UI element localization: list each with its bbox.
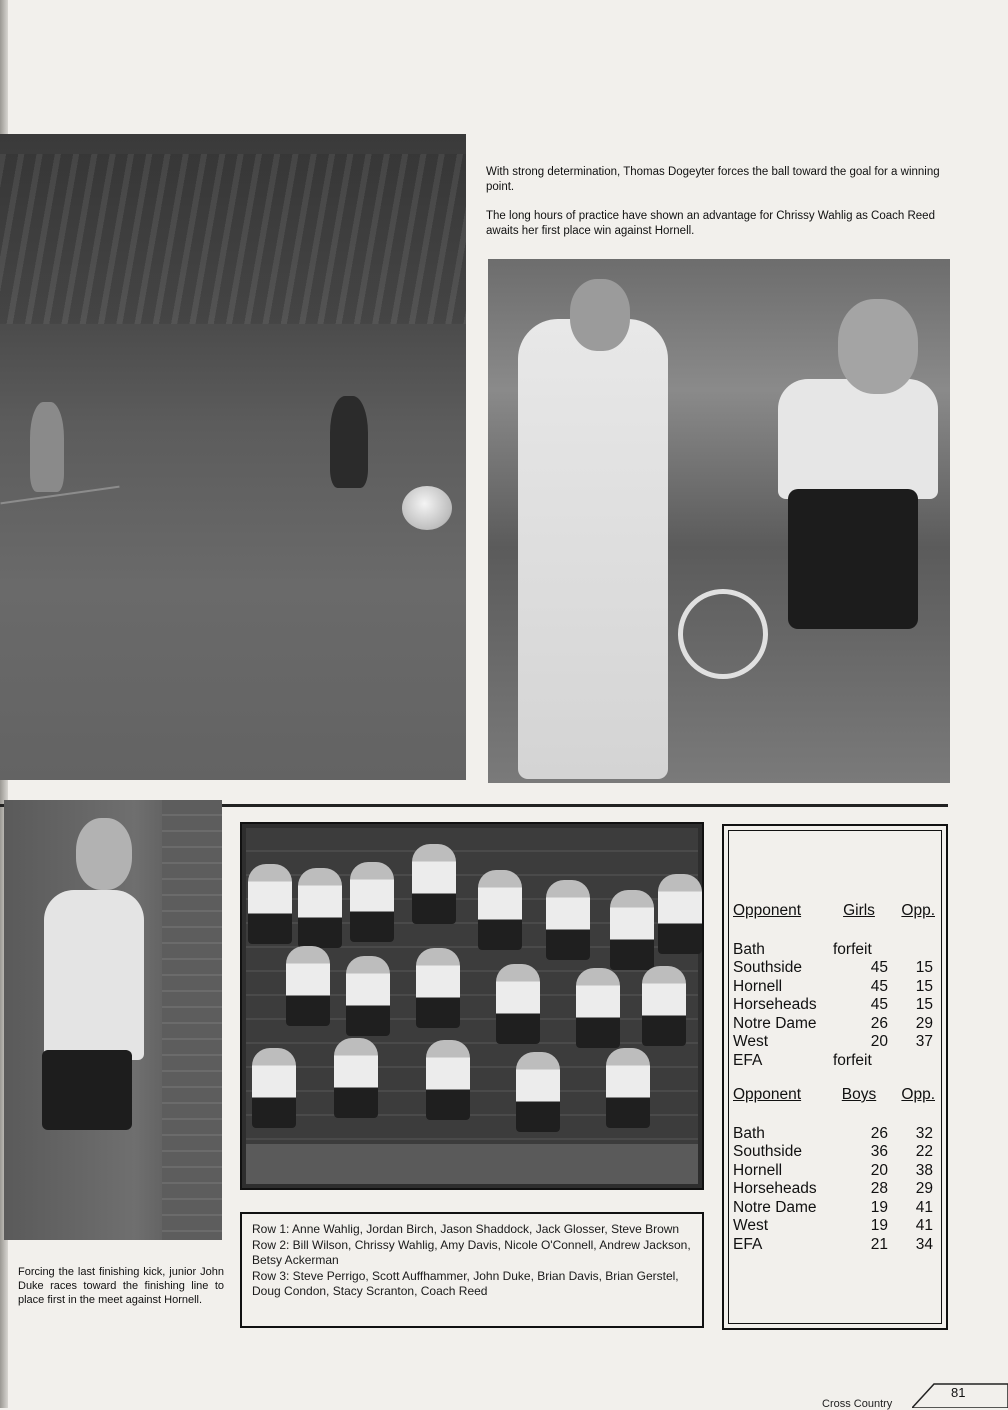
score-row <box>733 1052 938 1071</box>
soccer-caption: With strong determination, Thomas Dogeyter forces the ball toward the goal for a winning point. <box>486 166 940 193</box>
team-member <box>286 946 330 1026</box>
score-row <box>733 1033 938 1052</box>
roster-caption-box <box>240 1212 704 1328</box>
opponent-name: Notre Dame <box>733 1198 817 1216</box>
team-score: 45 <box>870 996 888 1013</box>
team-member <box>576 968 620 1048</box>
roster-row-3: Row 3: Steve Perrigo, Scott Auffhammer, John Duke, Brian Davis, Brian Gerstel, Doug Condon, Stacy Scranton, Coach Reed <box>252 1268 679 1298</box>
boys-scores-header <box>733 1086 938 1105</box>
page-number: 81 <box>951 1385 966 1400</box>
team-member <box>610 890 654 970</box>
coach-head <box>570 279 630 351</box>
soccer-ball <box>402 486 452 530</box>
team-member <box>478 870 522 950</box>
opponent-score: 41 <box>915 1217 933 1234</box>
runner-shirt <box>778 379 938 499</box>
opponent-score: 38 <box>915 1161 933 1179</box>
opponent-name: EFA <box>733 1051 763 1069</box>
runner-head <box>838 299 918 394</box>
team-member <box>426 1040 470 1120</box>
score-row <box>733 978 938 997</box>
header-opp: Opp. <box>901 1086 935 1103</box>
opponent-name: Southside <box>733 1143 802 1160</box>
opponent-name: Hornell <box>733 977 783 995</box>
bleachers-background <box>0 154 466 324</box>
opponent-name: Bath <box>733 1124 765 1142</box>
header-opponent: Opponent <box>733 1086 802 1103</box>
soccer-player-right <box>330 396 368 488</box>
team-member <box>346 956 390 1036</box>
team-score: 26 <box>870 1124 888 1142</box>
team-score: 36 <box>870 1143 888 1160</box>
score-row <box>733 1162 938 1181</box>
coach-caption: The long hours of practice have shown an advantage for Chrissy Wahlig as Coach Reed awaits her first place win against Hornell. <box>486 210 935 237</box>
opponent-score: 29 <box>915 1180 933 1197</box>
runner-shorts <box>788 489 918 629</box>
opponent-score: 15 <box>915 977 933 995</box>
team-score: forfeit <box>833 940 872 958</box>
opponent-name: Notre Dame <box>733 1014 817 1032</box>
opponent-name: Bath <box>733 940 765 958</box>
team-score: 19 <box>870 1198 888 1216</box>
team-member <box>252 1048 296 1128</box>
scores-box <box>722 824 948 1330</box>
coach-runner-photo <box>488 259 950 783</box>
opponent-score: 34 <box>915 1235 933 1253</box>
runner-head <box>76 818 132 890</box>
team-score: 20 <box>870 1161 888 1179</box>
opponent-name: West <box>733 1033 769 1050</box>
opponent-score: 15 <box>915 959 933 976</box>
team-member <box>546 880 590 960</box>
team-member <box>642 966 686 1046</box>
opponent-score: 32 <box>915 1124 933 1142</box>
score-row <box>733 1125 938 1144</box>
score-row <box>733 996 938 1015</box>
team-member <box>334 1038 378 1118</box>
score-row <box>733 1217 938 1236</box>
section-label: Cross Country <box>822 1398 893 1410</box>
opponent-name: Horseheads <box>733 1180 817 1197</box>
team-score: 20 <box>870 1033 888 1050</box>
team-score: forfeit <box>833 1051 872 1069</box>
opponent-name: West <box>733 1217 769 1234</box>
opponent-score: 37 <box>915 1033 933 1050</box>
opponent-score: 41 <box>915 1198 933 1216</box>
top-captions <box>486 165 948 253</box>
roster-row-2: Row 2: Bill Wilson, Chrissy Wahlig, Amy Davis, Nicole O'Connell, Andrew Jackson, Betsy Ackerman <box>252 1237 691 1267</box>
header-opponent: Opponent <box>733 902 802 919</box>
boys-scores-table <box>733 1086 938 1254</box>
soccer-photo <box>0 134 466 780</box>
bicycle-wheel <box>678 589 768 679</box>
team-photo <box>240 822 704 1190</box>
header-boys: Boys <box>841 1086 877 1103</box>
gym-floor <box>246 1144 698 1184</box>
team-score: 19 <box>870 1217 888 1234</box>
opponent-name: EFA <box>733 1235 763 1253</box>
runner-caption: Forcing the last finishing kick, junior John Duke races toward the finishing line to place first in the meet against Hornell. <box>18 1266 224 1306</box>
team-member <box>496 964 540 1044</box>
opponent-score: 29 <box>915 1014 933 1032</box>
team-member <box>350 862 394 942</box>
team-score: 21 <box>870 1235 888 1253</box>
team-member <box>298 868 342 948</box>
coach-figure <box>518 319 668 779</box>
score-row <box>733 1015 938 1034</box>
team-member <box>658 874 702 954</box>
team-member <box>248 864 292 944</box>
girls-scores-table <box>733 902 938 1070</box>
team-photo-background <box>246 828 698 1184</box>
opponent-score: 22 <box>915 1143 933 1160</box>
team-member <box>412 844 456 924</box>
header-opp: Opp. <box>901 902 935 919</box>
team-member <box>606 1048 650 1128</box>
girls-scores-header <box>733 902 938 921</box>
opponent-name: Horseheads <box>733 996 817 1013</box>
opponent-name: Southside <box>733 959 802 976</box>
header-girls: Girls <box>843 902 875 919</box>
opponent-name: Hornell <box>733 1161 783 1179</box>
score-row <box>733 1143 938 1162</box>
opponent-score: 15 <box>915 996 933 1013</box>
team-score: 45 <box>870 977 888 995</box>
team-score: 26 <box>870 1014 888 1032</box>
team-member <box>416 948 460 1028</box>
soccer-player-left <box>30 402 64 492</box>
score-row <box>733 1236 938 1255</box>
team-score: 28 <box>870 1180 888 1197</box>
brick-wall <box>162 800 222 1240</box>
runner-jersey <box>44 890 144 1060</box>
score-row <box>733 941 938 960</box>
score-row <box>733 1180 938 1199</box>
score-row <box>733 1199 938 1218</box>
roster-row-1: Row 1: Anne Wahlig, Jordan Birch, Jason Shaddock, Jack Glosser, Steve Brown <box>252 1222 680 1236</box>
runner-shorts <box>42 1050 132 1130</box>
score-row <box>733 959 938 978</box>
john-duke-photo <box>4 800 222 1240</box>
team-score: 45 <box>870 959 888 976</box>
team-member <box>516 1052 560 1132</box>
